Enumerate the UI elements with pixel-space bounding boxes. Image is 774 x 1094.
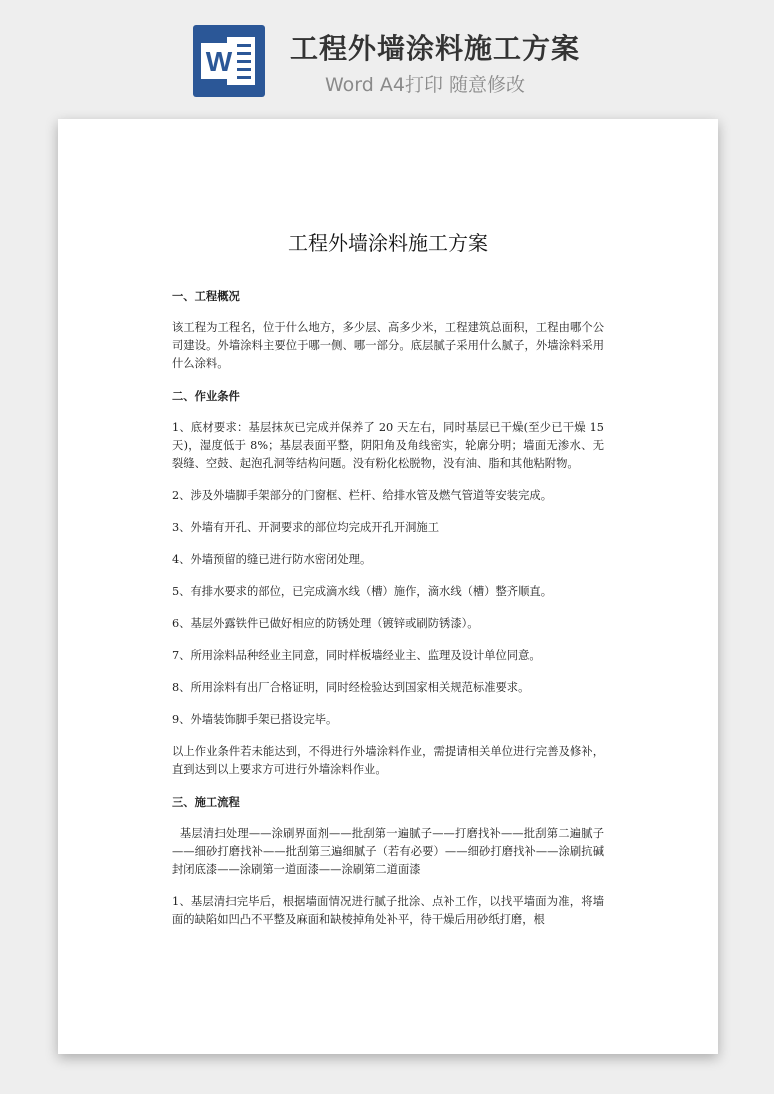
paragraph: 2、涉及外墙脚手架部分的门窗框、栏杆、给排水管及燃气管道等安装完成。: [172, 489, 552, 502]
document-body: [172, 287, 604, 943]
word-document-icon: [193, 25, 265, 97]
paragraph: 该工程为工程名，位于什么地方，多少层、高多少米，工程建筑总面积，工程由哪个公司建设。外墙涂料主要位于哪一侧、哪一部分。底层腻子采用什么腻子，外墙涂料采用什么涂料。: [172, 321, 604, 370]
paragraph: 以上作业条件若未能达到，不得进行外墙涂料作业，需提请相关单位进行完善及修补，直到达到以上要求方可进行外墙涂料作业。: [172, 745, 604, 776]
paragraph: 8、所用涂料有出厂合格证明，同时经检验达到国家相关规范标准要求。: [172, 681, 530, 694]
paragraph: 6、基层外露铁件已做好相应的防锈处理（镀锌或刷防锈漆）。: [172, 617, 479, 630]
paragraph: 5、有排水要求的部位，已完成滴水线（槽）施作，滴水线（槽）整齐顺直。: [172, 585, 552, 598]
paragraph: 基层清扫处理——涂刷界面剂——批刮第一遍腻子——打磨找补——批刮第二遍腻子——细砂打磨找补——批刮第三遍细腻子（若有必要）——细砂打磨找补——涂刷抗碱封闭底漆——涂刷第一道面漆——涂刷第二道面漆: [172, 827, 604, 876]
paragraph: 7、所用涂料品种经业主同意，同时样板墙经业主、监理及设计单位同意。: [172, 649, 541, 662]
section-heading: 一、工程概况: [172, 289, 240, 303]
paragraph: 3、外墙有开孔、开洞要求的部位均完成开孔开洞施工: [172, 521, 440, 534]
banner-title: 工程外墙涂料施工方案: [290, 32, 581, 65]
document-title: 工程外墙涂料施工方案: [288, 231, 488, 255]
paragraph: 9、外墙装饰脚手架已搭设完毕。: [172, 713, 338, 726]
paragraph: 1、基层清扫完毕后，根据墙面情况进行腻子批涂、点补工作，以找平墙面为准，将墙面的缺陷如凹凸不平整及麻面和缺棱掉角处补平，待干燥后用砂纸打磨，根: [172, 895, 604, 926]
paragraph: 1、底材要求：基层抹灰已完成并保养了 20 天左右，同时基层已干燥(至少已干燥 15 天)，湿度低于 8%；基层表面平整，阴阳角及角线密实，轮廓分明；墙面无渗水、无裂缝、空鼓、起泡孔洞等结构问题。没有粉化松脱物，没有油、脂和其他粘附物。: [172, 421, 604, 470]
section-heading: 三、施工流程: [172, 795, 240, 809]
word-icon-letter: W: [205, 46, 233, 77]
document-page: [58, 119, 718, 1054]
section-heading: 二、作业条件: [172, 389, 240, 403]
banner: [0, 0, 774, 110]
paragraph: 4、外墙预留的缝已进行防水密闭处理。: [172, 553, 372, 566]
banner-subtitle: Word A4打印 随意修改: [325, 74, 526, 96]
